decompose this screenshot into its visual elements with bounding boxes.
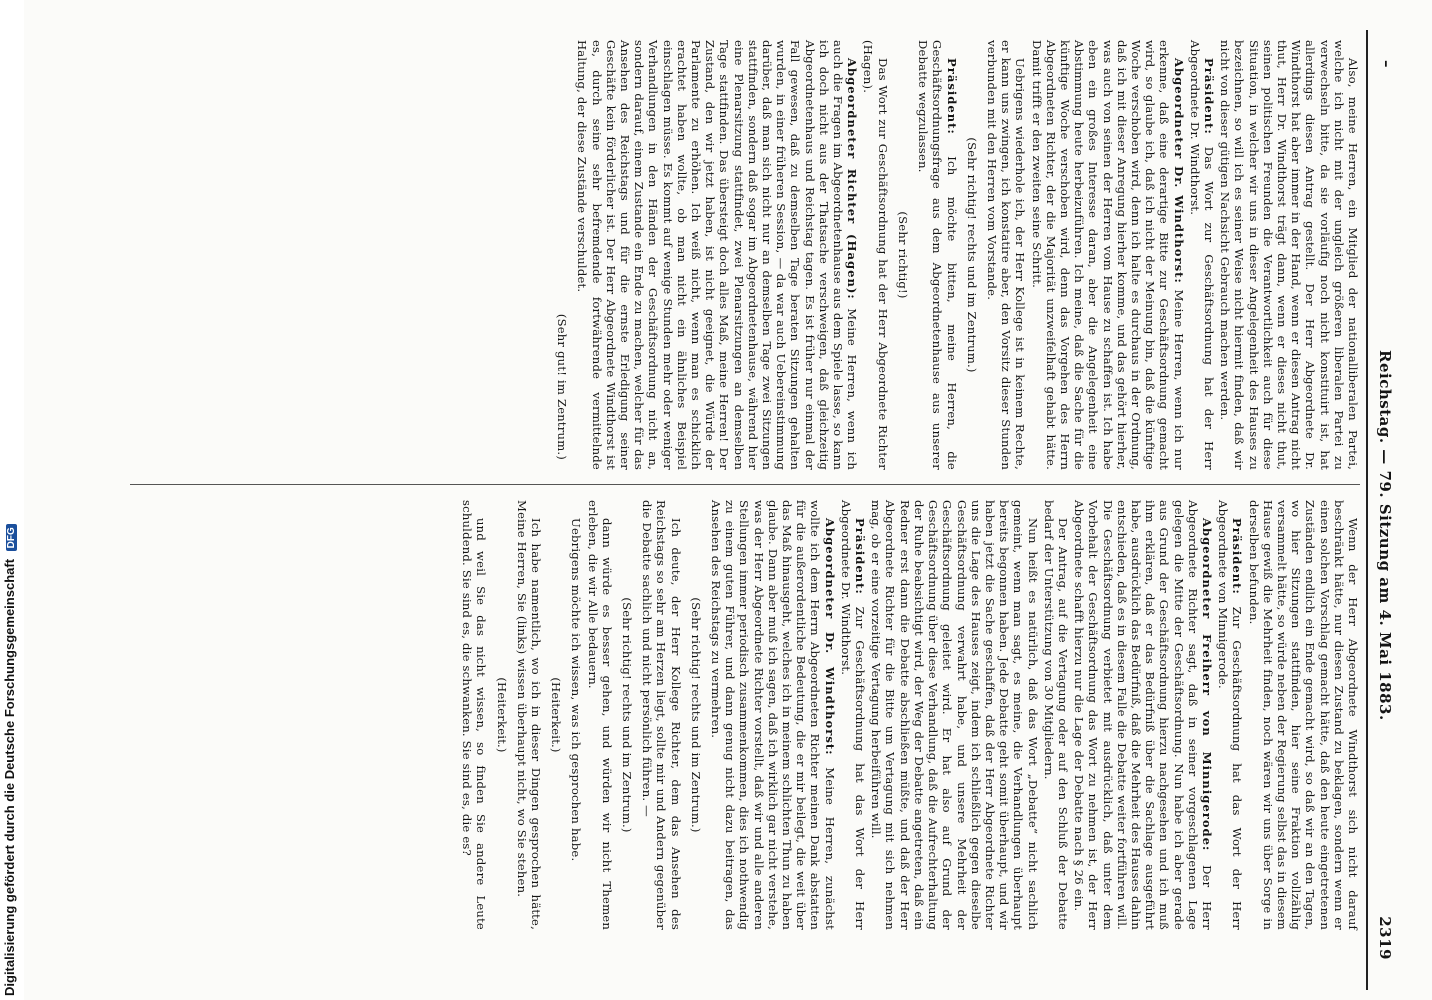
column-divider [130, 484, 1360, 485]
paragraph-text: Ich deute, der Herr Kollege Richter, dem das Ansehen des Reichstags so sehr am Herzen liegt, sollte mir und Andern gegenüber die Debatte sachlich und nicht persönlich führen. — [640, 500, 683, 930]
paragraph [640, 500, 683, 930]
paragraph [1216, 500, 1244, 930]
dfg-logo: DFG [6, 524, 17, 551]
paragraph-text: Nun heißt es natürlich, daß das Wort „Debatte“ nicht sachlich gemeint, wenn man sagt, es meine, die Verhandlungen überhaupt bereits begonnen haben. Jede Debatte geht somit überhaupt, und wir haben jetzt die Sache geschaffen, daß der Herr Abgeordnete Richter uns die Lage des Hauses zeigt, indem ich schließlich gegen dieselbe Geschäftsordnung verwahrt habe, und unsere Mehrheit der Geschäftsordnung geleitet wird. Er hat also auf Grund der Geschäftsordnung über diese Verhandlung, daß die Aufrechterhaltung der Ruhe beabsichtigt wird, der Weg der Debatte angetreten, daß ein Redner erst dann die Debatte abschließen müßte, und daß der Herr Abgeordnete Richter für die Bitte um Vertagung mit sich nehmen mag, ob er eine vorzeitige Vertagung herbeiführen will. [869, 500, 1040, 930]
paragraph-text: Also, meine Herren, ein Mitglied der nationalliberalen Partei, welche ich nicht mit der ungleich größeren liberalen Partei zu verwechseln bitte, da sie vorläufig noch nicht konstituirt ist, hat allerdings diesen Antrag gestellt. Der Herr Abgeordnete Dr. Windthorst hat aber immer in der Hand, wenn er diesen Antrag nicht thut, Herr Dr. Windthorst trägt dann, wenn er dieses nicht thut, seinen politischen Freunden die Verantwortlichkeit auch für diese Situation, in welcher wir uns in dieser Angelegenheit des Hauses zu bezeichnen, so will ich es seiner Weise nicht hiermit finden, daß wir nicht von dieser gütigen Nachsicht Gebrauch machen werden. [1218, 40, 1360, 470]
paragraph [839, 500, 867, 930]
paragraph [709, 500, 837, 930]
paragraph-text: und weil Sie das nicht wissen, so finden Sie andere Leute schuldend. Sie sind es, die schwanken. Sie sind es, die es? [460, 500, 489, 930]
speaker-name: Präsident: [944, 58, 959, 135]
header-rule [1366, 30, 1368, 990]
stage-direction [494, 500, 508, 930]
paragraph [869, 500, 1039, 930]
paragraph [985, 40, 1028, 470]
digitization-credit-strip [0, 0, 24, 1000]
credit-text: Digitalisierung gefördert durch die Deutsche Forschungsgemeinschaft [2, 558, 17, 996]
paragraph [1188, 40, 1216, 470]
paragraph-text: (Sehr richtig! rechts und im Zentrum.) [688, 597, 703, 833]
paragraph-text: Der Antrag, auf die Vertagung oder auf den Schluß der Debatte bedarf der Unterstützung von 30 Mitgliedern. [1041, 500, 1070, 930]
paragraph-text: Das Wort zur Geschäftsordnung hat der Herr Abgeordnete Dr. Windthorst. [1187, 40, 1216, 470]
paragraph-text: Das Wort zur Geschäftsordnung hat der Herr Abgeordnete Richter (Hagen). [861, 40, 890, 470]
paragraph-text: Meine Herren, wenn ich auch die Fragen im Abgeordnetenhause aus dem Spiele lasse, so kann ich doch nicht aus der Thatsache verschweigen, daß gleichzeitig Abgeordnetenhaus und Reichstag tagen. Es ist früher nur einmal der Fall gewesen, daß zu demselben Tage beraten Sitzungen gehalten wurden, in einer früheren Session, — da war auch Uebereinstimmung darüber, daß man sich nicht nur an demselben Tage zwei Sitzungen stattfinden, sondern daß sogar im Abgeordnetenhause, während hier eine Plenarsitzung stattfindet, zwei Plenarsitzungen an demselben Tage stattfinden. Das übersteigt doch alles Maß, meine Herren! Der Zustand, den wir jetzt haben, ist nicht geeignet, die Würde der Parlamente zu erhöhen. Ich weiß nicht, wenn man es schicklich erachtet haben wollte, ob man nicht ein ähnliches Beispiel einschlagen müsse. Es kommt auf wenige Stunden mehr oder weniger Verhandlungen in den Händen der Geschäftsordnung nicht an, sondern darauf, einem Zustande ein Ende zu machen, welcher für das Ansehen des Reichstags und für die ernste Erledigung seiner Geschäfte kein förderlicher ist. Der Herr Abgeordnete Windthorst ist es, durch seine sehr befremdende fortwährende vermittelnde Haltung, der diese Zustände verschuldet. [575, 40, 860, 470]
header-title: Reichstag. — 79. Sitzung am 4. Mai 1883. [1376, 350, 1394, 721]
speaker-name: Abgeordneter Dr. Windthorst: [822, 518, 837, 756]
paragraph-text: Ich habe namentlich, wo ich in dieser Dingen gesprochen hätte, Meine Herren, Sie (links) wissen überhaupt nicht, wo Sie stehen. [514, 500, 544, 930]
paragraph-text: Zur Geschäftsordnung hat das Wort der Herr Abgeordnete von Minnigerode. [1216, 500, 1245, 930]
paragraph [585, 500, 613, 930]
paragraph [569, 500, 583, 930]
paragraph [575, 40, 859, 470]
paragraph-text: Meine Herren, wenn ich nur erkenne, daß eine derartige Bitte zur Geschäftsordnung gemacht wird, so glaube ich, daß ich nicht der Meinung bin, daß die künftige Woche verschoben wird, denn ich halte es durchaus in der Ordnung, daß ich mit dieser Anregung hierher komme, und das gehört hierher, was auch von seinen der Herren vom Hause zu schaffen ist. Ich habe eben ein großes Interesse daran, aber die Angelegenheit eine Abstimmung heute herbeizuführen. Ich meine, daß die Sache für die künftige Woche verschoben wird, denn das Vorgehen des Herrn Abgeordneten Richter, der die Majorität unzweifelhaft gehabt hätte. Damit trifft er den zweiten seine Schritt. [1029, 40, 1186, 470]
header-left-mark: – [1378, 60, 1396, 68]
paragraph [1072, 500, 1214, 930]
digitization-credit [2, 524, 17, 996]
stage-direction [896, 40, 910, 470]
paragraph-text: (Sehr richtig! rechts und im Zentrum.) [620, 597, 635, 833]
text-column-right [130, 500, 1360, 930]
paragraph-text: dann würde es besser gehen, und würden wir nicht Themen erleben, die wir Alle bedauern. [585, 500, 614, 930]
paragraph-text: Meine Herren, zunächst wollte ich dem Herrn Abgeordneten Richter meinen Dank abstatten für die außerordentliche Bedeutung, die er mir beilegt, die weit über das Maß hinausgeht, welches ich in meinem schlichten Thun zu haben glaube. Dann aber muß ich sagen, daß ich wirklich gar nicht verstehe, was der Herr Abgeordnete Richter vorstellt, daß wir und alle anderen Stellungen immer periodisch zusammenkommen, dies ich nothwendig zu einem guten Führer, und dann genug nicht dazu beitragen, das Ansehen des Reichstags zu vermehren. [709, 500, 837, 930]
stage-direction [965, 40, 979, 470]
paragraph [861, 40, 889, 470]
paragraph-text: Uebrigens möchte ich wissen, was ich gesprochen habe. [569, 518, 584, 862]
paragraph-text: Uebrigens wiederhole ich, der Herr Kollege ist in keinem Rechte, er kann uns zwingen, ich konstatire aber, den Vorsitz dieser Stunden verbunden mit den Herren vom Vorstande. [984, 40, 1028, 470]
stage-direction [555, 40, 569, 460]
paragraph-text: Zur Geschäftsordnung hat das Wort der Herr Abgeordnete Dr. Windthorst. [838, 500, 868, 930]
paragraph [515, 500, 543, 930]
page-number: 2319 [1376, 916, 1394, 960]
paragraph [1029, 40, 1185, 470]
paragraph-text: (Sehr gut! im Zentrum.) [555, 313, 570, 460]
paragraph-text: (Sehr richtig!) [895, 211, 910, 299]
paragraph-text: Ich möchte bitten, meine Herren, die Geschäftsordnungsfrage aus dem Abgeordnetenhause aus unserer Debatte wegzulassen. [916, 40, 959, 470]
paragraph-text: (Heiterkeit.) [494, 677, 509, 753]
speaker-name: Präsident: [1201, 58, 1216, 135]
speaker-name: Abgeordneter Richter (Hagen): [845, 58, 860, 300]
newspaper-page [100, 0, 1400, 1000]
paragraph [1246, 500, 1360, 930]
paragraph [460, 500, 488, 930]
paragraph-text: Der Herr Abgeordnete Richter sagt, daß in seiner vorgeschlagenen Lage gelegen die Mitte der Geschäftsordnung. Nun habe ich aber gerade aus Grund der Geschäftsordnung hierzu nachgesehen und ich muß ihm erklären, daß er das Bedürfniß über die Sachlage ausgeführt habe, ausdrücklich das Bedürfniß, daß die Mehrheit des Hauses dahin entschieden, daß es in diesem Falle die Debatte weiter fortführen will. Die Geschäftsordnung verbietet mit ausdrücklich, daß unter dem Vorbehalt der Geschäftsordnung das Wort zu nehmen ist, der Herr Abgeordnete schafft hierzu nur die Lage der Debatte nach § 26 ein. [1072, 500, 1214, 930]
paragraph-text: (Sehr richtig! rechts und im Zentrum.) [964, 137, 979, 373]
stage-direction [549, 500, 563, 930]
paragraph [916, 40, 959, 470]
paragraph [1042, 500, 1070, 930]
speaker-name: Abgeordneter Dr. Windthorst: [1171, 58, 1186, 284]
speaker-name: Präsident: [1230, 518, 1245, 595]
page-header [1372, 60, 1394, 960]
speaker-name: Präsident: [853, 518, 868, 595]
paragraph-text: (Heiterkeit.) [549, 677, 564, 753]
text-column-left [130, 40, 1360, 470]
paragraph [1218, 40, 1360, 470]
stage-direction [689, 500, 703, 930]
paragraph-text: Wenn der Herr Abgeordnete Windthorst sich nicht darauf beschränkt hätte, nur diesen Zustand zu beklagen, sondern wenn er einen solchen Vorschlag gemacht hätte, daß den heute eingetretenen Zuständen endlich ein Ende gemacht wird, so daß wir an den Tagen, wo hier Sitzungen stattfinden, hier seine Fraktion vollzählig versammelt hätte, so würde neben der Regierung selbst das in diesem Hause gewiß die Mehrheit finden, noch wären wir uns über Sorge in derselben befunden. [1246, 500, 1360, 930]
stage-direction [620, 500, 634, 930]
speaker-name: Abgeordneter Freiherr von Minnigerode: [1199, 518, 1214, 852]
